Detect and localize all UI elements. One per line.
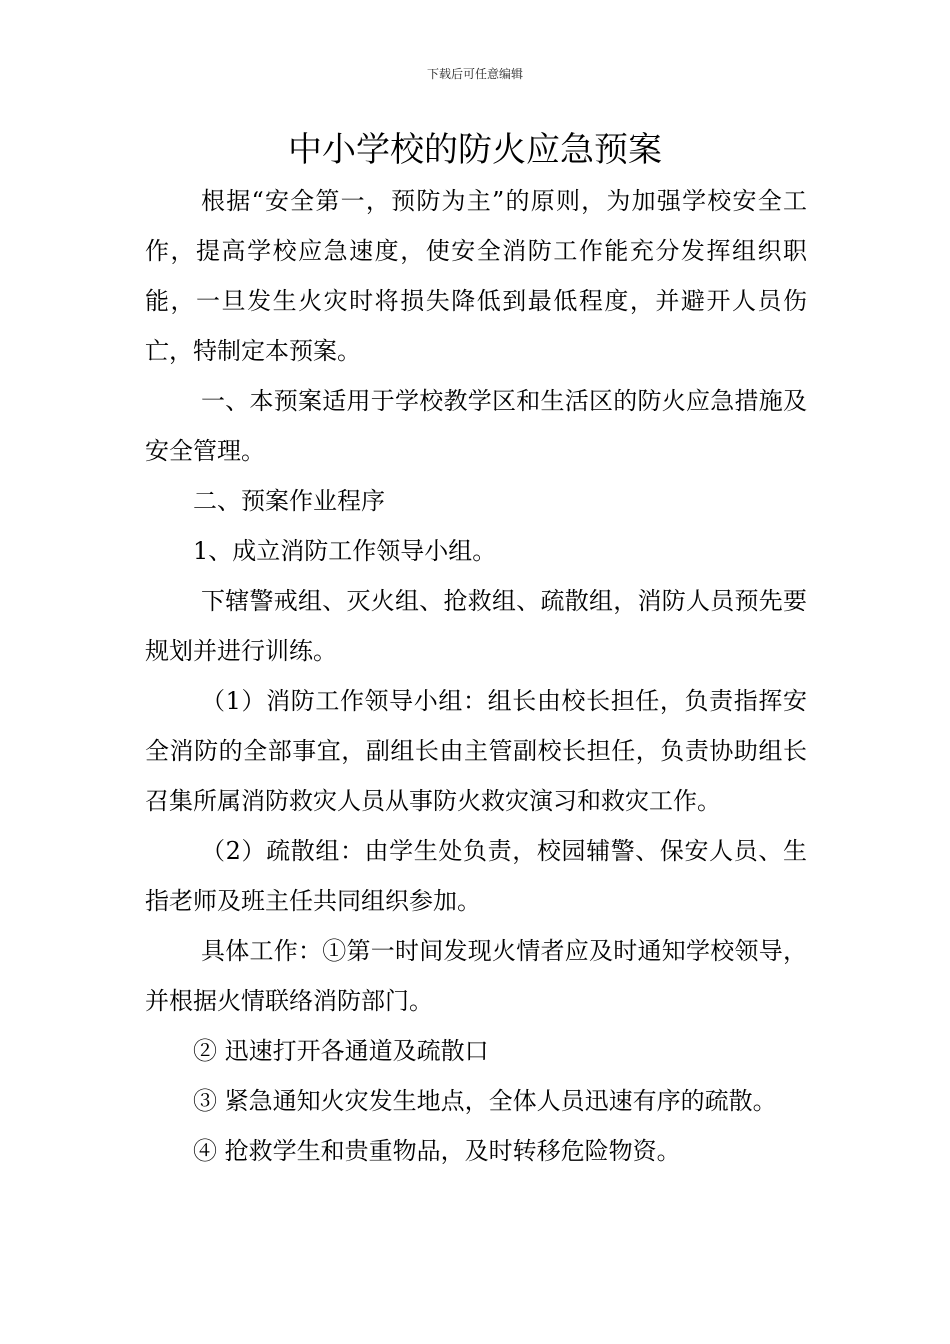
paragraph-scope: 一、本预案适用于学校教学区和生活区的防火应急措施及安全管理。 bbox=[145, 387, 807, 465]
header-note: 下载后可任意编辑 bbox=[426, 67, 523, 81]
paragraph-specific-work: 具体工作：①第一时间发现火情者应及时通知学校领导，并根据火情联络消防部门。 bbox=[145, 937, 807, 1015]
paragraph-subgroups: 下辖警戒组、灭火组、抢救组、疏散组，消防人员预先要规划并进行训练。 bbox=[145, 587, 807, 665]
paragraph-leadership-group: （1）消防工作领导小组：组长由校长担任，负责指挥安全消防的全部事宜，副组长由主管副校长担任，负责协助组长召集所属消防救灾人员从事防火救灾演习和救灾工作。 bbox=[145, 687, 807, 815]
paragraph-intro: 根据“安全第一，预防为主”的原则，为加强学校安全工作，提高学校应急速度，使安全消防工作能充分发挥组织职能，一旦发生火灾时将损失降低到最低程度，并避开人员伤亡，特制定本预案。 bbox=[145, 187, 807, 365]
paragraph-evacuation-group: （2）疏散组：由学生处负责，校园辅警、保安人员、生指老师及班主任共同组织参加。 bbox=[145, 837, 807, 915]
paragraph-procedure-heading: 二、预案作业程序 bbox=[193, 487, 385, 515]
document-title: 中小学校的防火应急预案 bbox=[288, 130, 662, 170]
document-body bbox=[145, 176, 807, 1176]
list-item-rescue: ④ 抢救学生和贵重物品，及时转移危险物资。 bbox=[193, 1137, 681, 1165]
list-item-open-exits: ② 迅速打开各通道及疏散口 bbox=[193, 1037, 489, 1065]
list-item-notify-evacuate: ③ 紧急通知火灾发生地点，全体人员迅速有序的疏散。 bbox=[193, 1087, 777, 1115]
paragraph-step-1: 1、成立消防工作领导小组。 bbox=[193, 537, 497, 565]
